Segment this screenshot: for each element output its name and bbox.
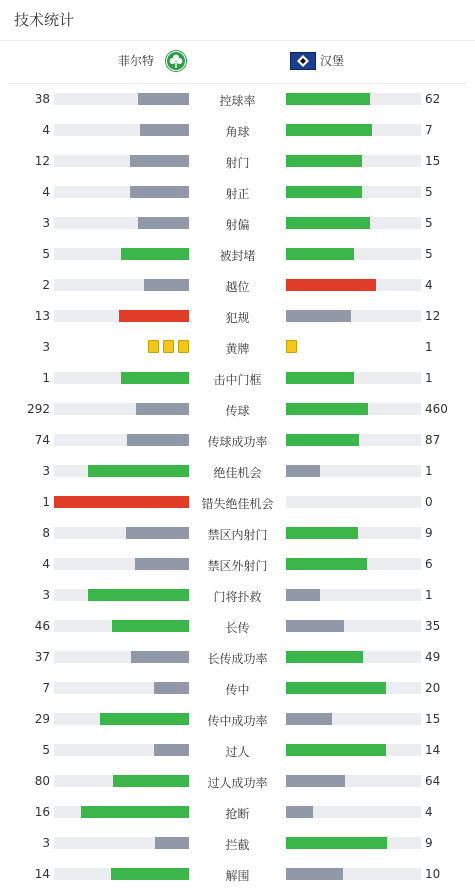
away-value: 7 (425, 123, 433, 137)
stat-label: 犯规 (225, 311, 250, 325)
stat-label: 传球 (225, 404, 250, 418)
home-bar-track (54, 527, 189, 539)
home-value: 5 (42, 743, 50, 757)
away-value: 14 (425, 743, 441, 757)
stat-row (0, 146, 475, 177)
stat-row (0, 642, 475, 673)
home-bar (121, 248, 189, 260)
stat-row (0, 735, 475, 766)
away-value: 35 (425, 619, 441, 633)
home-value: 46 (34, 619, 50, 633)
home-bar (130, 186, 189, 198)
away-bar-track (286, 186, 421, 198)
away-cards (286, 340, 301, 353)
away-bar (286, 558, 367, 570)
stat-row (0, 766, 475, 797)
away-bar (286, 589, 320, 601)
stat-label: 传球成功率 (207, 435, 268, 449)
home-bar-track (54, 403, 189, 415)
away-value: 62 (425, 92, 441, 106)
stat-label: 击中门框 (213, 373, 262, 387)
away-value: 9 (425, 836, 433, 850)
home-bar-track (54, 186, 189, 198)
away-value: 1 (425, 464, 433, 478)
home-value: 5 (42, 247, 50, 261)
away-value: 5 (425, 216, 433, 230)
stat-label: 被封堵 (219, 249, 256, 263)
stat-label: 射偏 (225, 218, 250, 232)
stats-list (0, 84, 475, 890)
stat-row (0, 177, 475, 208)
home-bar-track (54, 434, 189, 446)
home-bar (81, 806, 189, 818)
away-bar (286, 527, 358, 539)
home-bar-track (54, 124, 189, 136)
away-bar (286, 868, 343, 880)
home-bar (112, 620, 189, 632)
home-value: 74 (34, 433, 50, 447)
home-bar (140, 124, 189, 136)
away-bar (286, 155, 362, 167)
away-bar (286, 217, 370, 229)
away-bar (286, 744, 386, 756)
home-value: 3 (42, 588, 50, 602)
away-bar-track (286, 217, 421, 229)
home-bar-track (54, 682, 189, 694)
away-bar (286, 93, 370, 105)
shamrock-clover-icon[interactable] (165, 50, 187, 72)
stat-label: 黄牌 (225, 342, 250, 356)
away-bar-track (286, 806, 421, 818)
stat-row (0, 611, 475, 642)
away-value: 49 (425, 650, 441, 664)
away-bar-track (286, 558, 421, 570)
home-bar (88, 589, 189, 601)
home-value: 14 (34, 867, 50, 881)
home-bar (131, 651, 189, 663)
away-bar (286, 124, 372, 136)
home-bar-track (54, 589, 189, 601)
stat-label: 传中 (225, 683, 250, 697)
away-bar (286, 837, 387, 849)
away-bar (286, 372, 354, 384)
away-bar-track (286, 744, 421, 756)
away-bar-track (286, 93, 421, 105)
stat-row (0, 487, 475, 518)
away-bar-track (286, 713, 421, 725)
stat-label: 角球 (225, 125, 250, 139)
home-bar (126, 527, 189, 539)
diamond-flag-icon[interactable] (290, 52, 316, 70)
away-bar-track (286, 372, 421, 384)
stat-row (0, 301, 475, 332)
home-bar-track (54, 837, 189, 849)
away-value: 9 (425, 526, 433, 540)
home-bar (154, 744, 189, 756)
stat-row (0, 270, 475, 301)
home-bar-track (54, 558, 189, 570)
away-bar-track (286, 465, 421, 477)
away-value: 0 (425, 495, 433, 509)
home-bar (100, 713, 189, 725)
away-bar-track (286, 434, 421, 446)
stat-row (0, 84, 475, 115)
home-bar (88, 465, 189, 477)
home-bar-track (54, 806, 189, 818)
stat-label: 绝佳机会 (213, 466, 262, 480)
home-bar (154, 682, 189, 694)
stat-row (0, 394, 475, 425)
away-bar (286, 651, 363, 663)
away-bar (286, 682, 386, 694)
stat-row (0, 859, 475, 890)
away-value: 20 (425, 681, 441, 695)
home-bar (130, 155, 189, 167)
home-bar-track (54, 620, 189, 632)
home-value: 3 (42, 216, 50, 230)
home-value: 8 (42, 526, 50, 540)
away-bar-track (286, 527, 421, 539)
home-value: 1 (42, 371, 50, 385)
home-value: 37 (34, 650, 50, 664)
stat-label: 门将扑救 (213, 590, 262, 604)
home-bar (111, 868, 189, 880)
away-team-name[interactable]: 汉堡 (320, 54, 345, 68)
stat-label: 禁区内射门 (207, 528, 268, 542)
stat-row (0, 239, 475, 270)
stat-row (0, 797, 475, 828)
away-value: 5 (425, 247, 433, 261)
stat-label: 越位 (225, 280, 250, 294)
away-bar-track (286, 620, 421, 632)
stat-label: 过人成功率 (207, 776, 268, 790)
home-bar-track (54, 465, 189, 477)
away-value: 5 (425, 185, 433, 199)
stat-label: 抢断 (225, 807, 250, 821)
away-bar-track (286, 868, 421, 880)
home-team-name[interactable]: 菲尔特 (117, 54, 154, 68)
home-bar-track (54, 713, 189, 725)
home-bar (135, 558, 189, 570)
home-value: 38 (34, 92, 50, 106)
stat-row (0, 704, 475, 735)
stat-label: 控球率 (219, 94, 256, 108)
home-cards (144, 340, 189, 353)
stat-label: 长传成功率 (207, 652, 268, 666)
home-value: 29 (34, 712, 50, 726)
away-bar (286, 806, 313, 818)
away-value: 64 (425, 774, 441, 788)
away-bar-track (286, 310, 421, 322)
away-bar-track (286, 248, 421, 260)
stat-label: 错失绝佳机会 (201, 497, 274, 511)
home-value: 3 (42, 340, 50, 354)
home-bar-track (54, 372, 189, 384)
away-value: 4 (425, 805, 433, 819)
home-value: 80 (34, 774, 50, 788)
away-bar (286, 775, 345, 787)
away-value: 1 (425, 371, 433, 385)
home-bar (144, 279, 189, 291)
home-bar-track (54, 93, 189, 105)
stat-row (0, 425, 475, 456)
stat-row (0, 208, 475, 239)
stat-label: 传中成功率 (207, 714, 268, 728)
home-bar-track (54, 868, 189, 880)
home-value: 13 (34, 309, 50, 323)
home-bar-track (54, 155, 189, 167)
home-bar-track (54, 496, 189, 508)
stat-label: 解围 (225, 869, 250, 883)
home-bar-track (54, 217, 189, 229)
stat-row (0, 115, 475, 146)
stat-label: 禁区外射门 (207, 559, 268, 573)
away-value: 1 (425, 588, 433, 602)
away-bar (286, 310, 351, 322)
away-bar (286, 186, 362, 198)
stat-row (0, 549, 475, 580)
home-bar (155, 837, 189, 849)
away-value: 12 (425, 309, 441, 323)
away-bar-track (286, 124, 421, 136)
stat-label: 拦截 (225, 838, 250, 852)
away-value: 6 (425, 557, 433, 571)
home-bar (113, 775, 189, 787)
away-bar (286, 713, 332, 725)
stat-row (0, 828, 475, 859)
home-value: 16 (34, 805, 50, 819)
home-bar-track (54, 310, 189, 322)
home-value: 4 (42, 123, 50, 137)
home-value: 12 (34, 154, 50, 168)
away-value: 4 (425, 278, 433, 292)
away-value: 15 (425, 154, 441, 168)
away-bar-track (286, 589, 421, 601)
away-bar-track (286, 775, 421, 787)
home-bar-track (54, 248, 189, 260)
home-value: 4 (42, 185, 50, 199)
home-bar (121, 372, 189, 384)
away-bar (286, 248, 354, 260)
away-value: 15 (425, 712, 441, 726)
home-bar (119, 310, 189, 322)
stat-label: 长传 (225, 621, 250, 635)
stat-label: 射门 (225, 156, 250, 170)
stat-row (0, 363, 475, 394)
stat-label: 射正 (225, 187, 250, 201)
away-bar-track (286, 651, 421, 663)
away-bar (286, 403, 368, 415)
away-value: 460 (425, 402, 448, 416)
home-bar-track (54, 279, 189, 291)
away-bar (286, 434, 359, 446)
teams-header (8, 41, 467, 84)
yellow-card-icon (163, 340, 174, 353)
away-bar (286, 465, 320, 477)
home-value: 1 (42, 495, 50, 509)
home-value: 292 (27, 402, 50, 416)
yellow-card-icon (286, 340, 297, 353)
stat-label: 过人 (225, 745, 250, 759)
home-value: 3 (42, 464, 50, 478)
away-bar-track (286, 837, 421, 849)
yellow-card-icon (148, 340, 159, 353)
away-bar-track (286, 682, 421, 694)
home-bar-track (54, 775, 189, 787)
home-value: 3 (42, 836, 50, 850)
stat-row (0, 518, 475, 549)
home-bar-track (54, 651, 189, 663)
away-value: 10 (425, 867, 441, 881)
away-bar-track (286, 279, 421, 291)
away-bar (286, 620, 344, 632)
stat-row (0, 456, 475, 487)
stat-row (0, 673, 475, 704)
stat-row (0, 332, 475, 363)
away-bar-track (286, 496, 421, 508)
away-bar-track (286, 155, 421, 167)
home-bar (138, 93, 189, 105)
away-value: 87 (425, 433, 441, 447)
home-bar (138, 217, 189, 229)
home-bar-track (54, 744, 189, 756)
away-bar (286, 279, 376, 291)
home-value: 4 (42, 557, 50, 571)
away-value: 1 (425, 340, 433, 354)
page-title: 技术统计 (0, 0, 475, 41)
yellow-card-icon (178, 340, 189, 353)
home-value: 2 (42, 278, 50, 292)
home-bar (136, 403, 189, 415)
home-bar (54, 496, 189, 508)
away-bar-track (286, 403, 421, 415)
home-bar (127, 434, 189, 446)
stat-row (0, 580, 475, 611)
home-value: 7 (42, 681, 50, 695)
